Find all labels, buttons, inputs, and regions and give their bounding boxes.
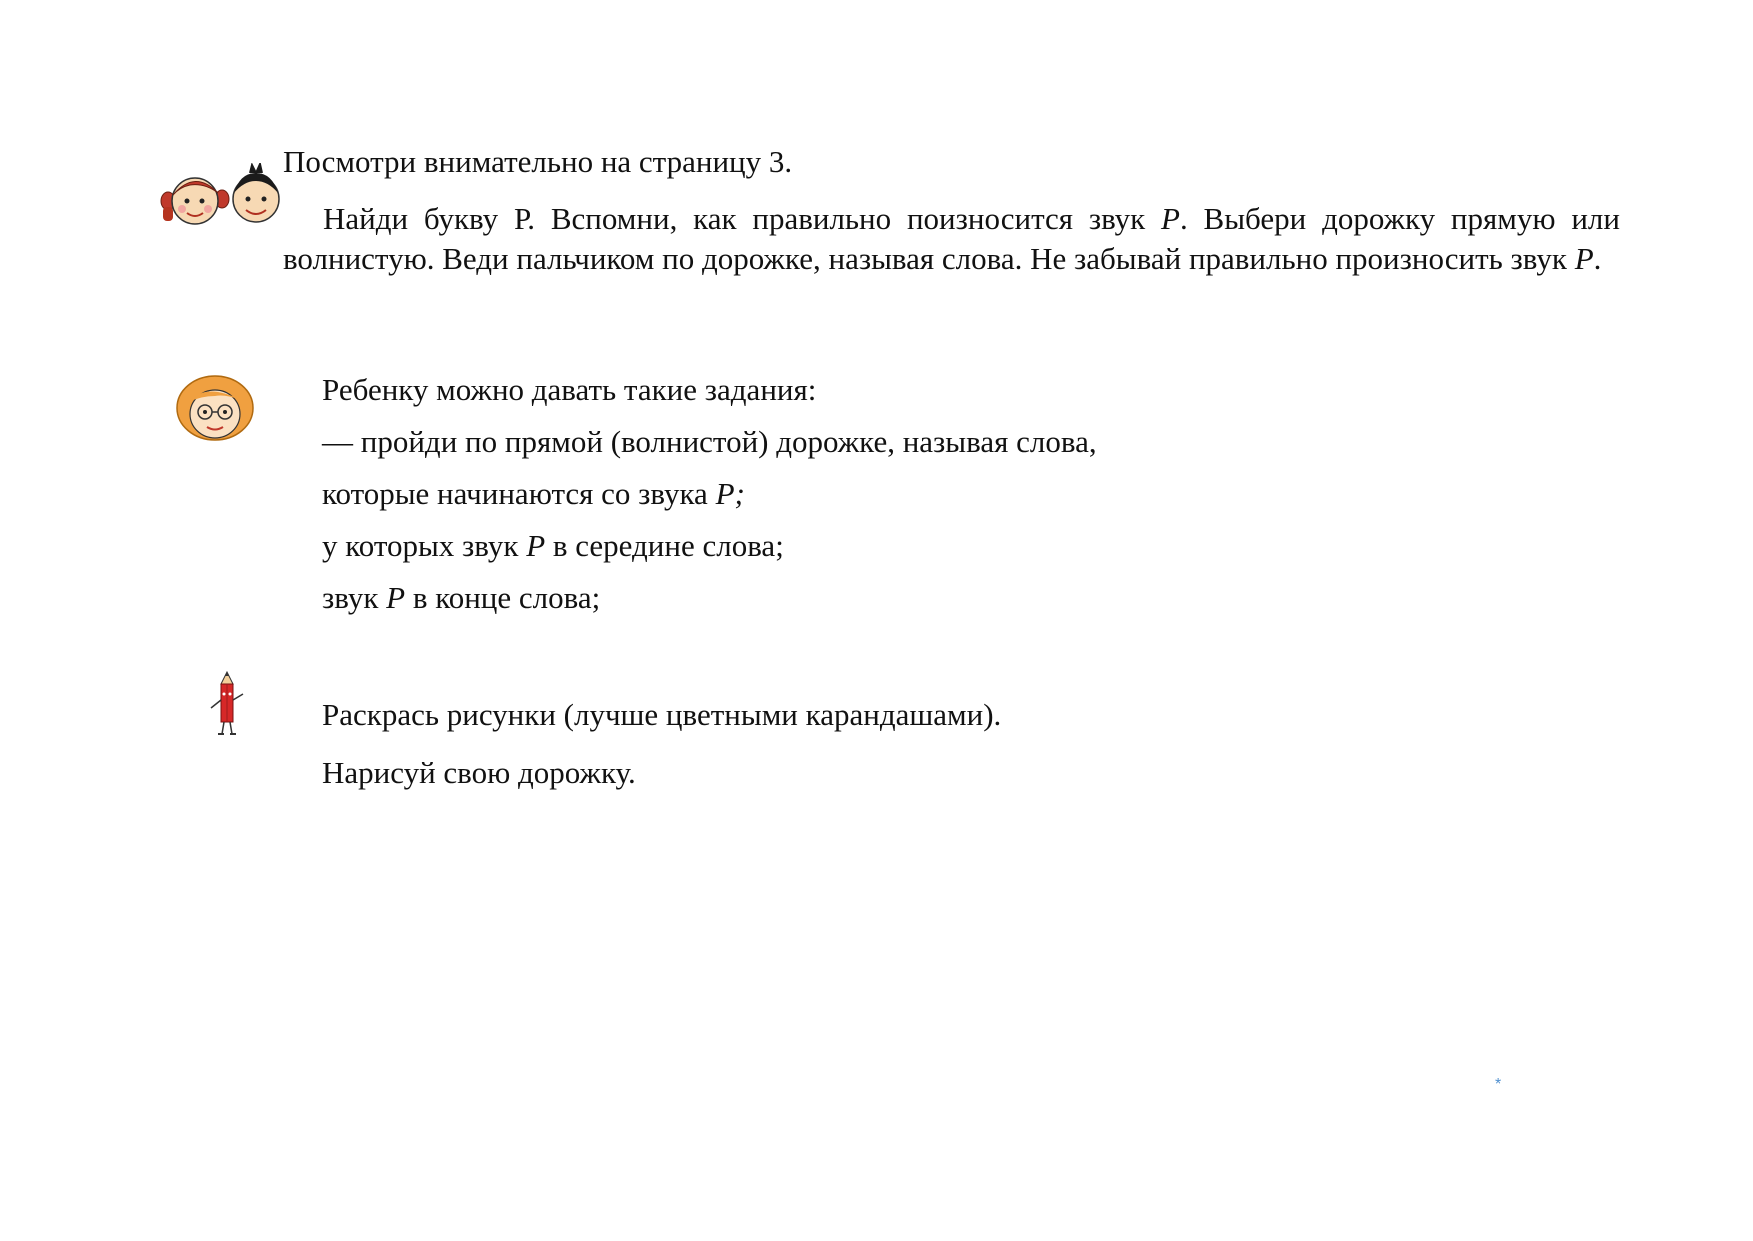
- instruction-heading: Посмотри внимательно на страницу 3.: [283, 144, 793, 179]
- instruction-part-2: . Выбери дорожку прямую или волнистую. Веди пальчиком по дорожке, называя слова. Не забывай правильно произносить звук: [283, 201, 1620, 276]
- task-line-4-letter: Р: [386, 580, 406, 615]
- task-line-3-letter: Р: [526, 528, 546, 563]
- draw-path-instruction: Нарисуй свою дорожку.: [322, 755, 636, 790]
- task-line-3: [322, 526, 784, 566]
- letter-r-italic-end: Р: [1574, 241, 1594, 276]
- children-faces-icon: [160, 163, 285, 229]
- task-line-3-text-1: у которых звук: [322, 528, 527, 563]
- tasks-heading: Ребенку можно давать такие задания:: [322, 372, 817, 407]
- task-line-1: — пройди по прямой (волнистой) дорожке, называя слова,: [322, 424, 1097, 459]
- task-line-2-letter: Р;: [715, 476, 745, 511]
- teacher-face-icon: [175, 372, 255, 442]
- footnote-asterisk: *: [1495, 1076, 1502, 1093]
- task-line-4: [322, 578, 600, 618]
- task-line-4-text-1: звук: [322, 580, 387, 615]
- instruction-paragraph: [283, 199, 1620, 279]
- coloring-instruction: Раскрась рисунки (лучше цветными карандашами).: [322, 697, 1002, 732]
- letter-r-italic: Р: [1161, 201, 1180, 236]
- instruction-part-1: Найди букву Р. Вспомни, как правильно поизносится звук: [323, 201, 1162, 236]
- task-line-4-text-2: в конце слова;: [405, 580, 601, 615]
- task-line-2-text: которые начинаются со звука: [322, 476, 716, 511]
- instruction-end: .: [1593, 241, 1602, 276]
- pencil-character-icon: [203, 670, 251, 738]
- task-line-3-text-2: в середине слова;: [545, 528, 784, 563]
- task-line-2: [322, 474, 745, 514]
